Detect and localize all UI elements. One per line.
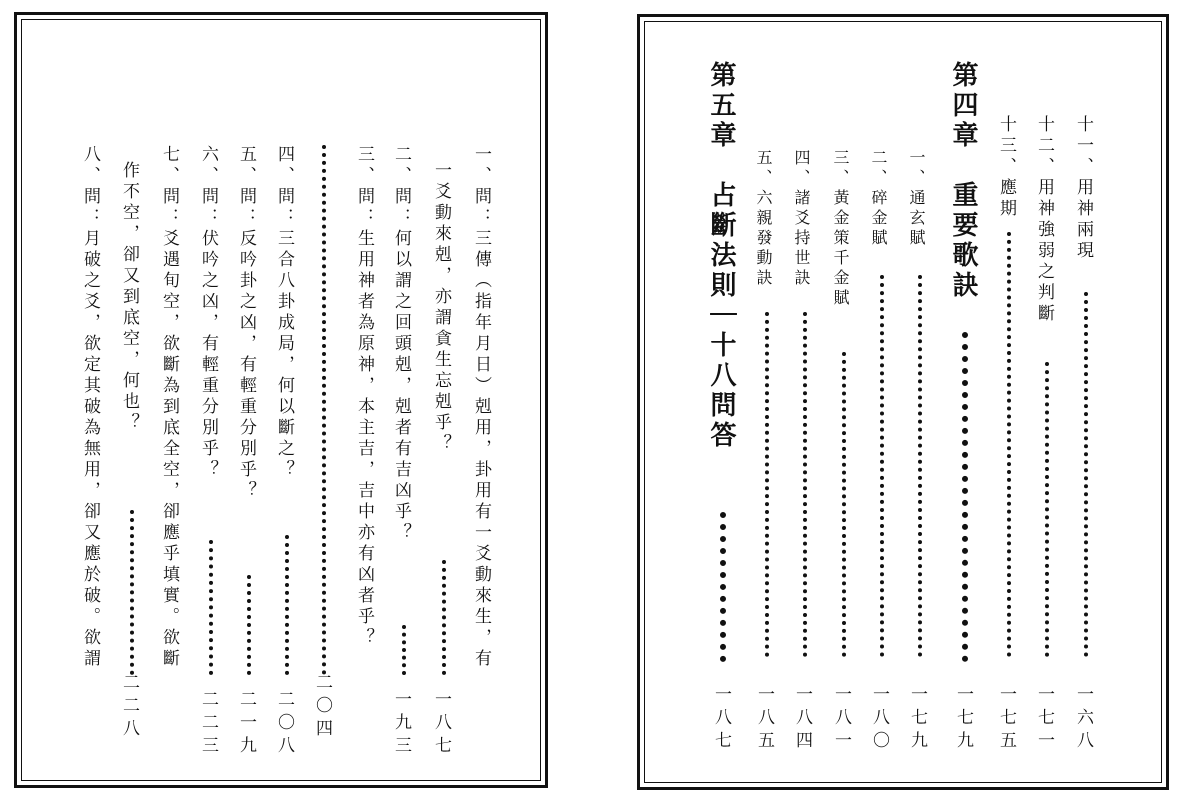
toc-page-item-4-5: 一八五 — [754, 685, 774, 754]
toc-item-12[interactable]: 十二、用神強弱之判斷 — [1034, 115, 1054, 325]
toc-page-item-4-1: 一七九 — [907, 685, 927, 754]
toc-leader-5 — [247, 575, 251, 675]
toc-entry-2[interactable]: 二、問：何以謂之回頭剋，剋者有吉凶乎？ — [391, 145, 411, 544]
toc-page-item-12: 一七一 — [1034, 685, 1054, 754]
toc-leader-item-13 — [1007, 232, 1011, 657]
toc-page-4: 二〇八 — [274, 690, 294, 759]
toc-leader-item-4-1 — [918, 275, 922, 657]
toc-leader-3 — [322, 145, 326, 675]
toc-leader-7 — [130, 510, 134, 675]
toc-page-chapter-5: 一八七 — [711, 685, 731, 754]
toc-item-4-4[interactable]: 四、諸爻持世訣 — [792, 149, 811, 289]
toc-entry-3[interactable]: 三、問：生用神者為原神，本主吉，吉中亦有凶者乎？ — [354, 145, 374, 649]
toc-entry-1-line-1[interactable]: 一、問：三傳（指年月日）剋用，卦用有一爻動來生，有 — [471, 145, 491, 670]
toc-entry-6[interactable]: 六、問：伏吟之凶，有輕重分別乎？ — [198, 145, 218, 481]
toc-leader-chapter-4 — [962, 332, 968, 662]
toc-entry-4[interactable]: 四、問：三合八卦成局，何以斷之？ — [274, 145, 294, 481]
toc-leader-1 — [442, 560, 446, 675]
chapter-5-heading[interactable]: 第五章 占斷法則｜十八問答 — [706, 61, 736, 451]
toc-page-item-11: 一六八 — [1073, 685, 1093, 754]
toc-item-4-3[interactable]: 三、黃金策千金賦 — [831, 149, 850, 309]
toc-leader-item-4-5 — [765, 312, 769, 657]
toc-page-7: 二二八 — [119, 673, 139, 742]
toc-leader-chapter-5 — [720, 512, 726, 662]
toc-leader-item-11 — [1084, 292, 1088, 657]
right-page — [637, 14, 1169, 790]
toc-page-item-4-2: 一八〇 — [869, 685, 889, 754]
toc-page-6: 二二三 — [198, 690, 218, 759]
toc-page-2: 一九三 — [391, 690, 411, 759]
toc-item-4-5[interactable]: 五、六親發動訣 — [754, 149, 773, 289]
toc-page-5: 二一九 — [236, 690, 256, 759]
toc-entry-1-line-2[interactable]: 一爻動來剋，亦謂貪生忘剋乎？ — [431, 161, 451, 455]
toc-leader-item-12 — [1045, 362, 1049, 657]
toc-page-1: 一八七 — [431, 690, 451, 759]
toc-leader-6 — [209, 540, 213, 675]
left-page — [14, 12, 548, 788]
toc-leader-item-4-2 — [880, 275, 884, 657]
toc-leader-4 — [285, 535, 289, 675]
toc-item-4-1[interactable]: 一、通玄賦 — [907, 149, 926, 249]
toc-entry-7-line-2[interactable]: 作不空，卻又到底空，何也？ — [119, 161, 139, 434]
toc-page-3: 二〇四 — [312, 673, 332, 742]
toc-page-item-4-4: 一八四 — [792, 685, 812, 754]
toc-page-chapter-4: 一七九 — [953, 685, 973, 754]
toc-item-4-2[interactable]: 二、碎金賦 — [869, 149, 888, 249]
chapter-4-heading[interactable]: 第四章 重要歌訣 — [948, 61, 978, 301]
toc-entry-7-line-1[interactable]: 七、問：爻遇旬空，欲斷為到底全空，卻應乎填實。欲斷 — [159, 145, 179, 670]
toc-leader-item-4-3 — [842, 352, 846, 657]
toc-page-item-13: 一七五 — [996, 685, 1016, 754]
toc-leader-2 — [402, 625, 406, 675]
toc-item-13[interactable]: 十三、應期 — [996, 115, 1016, 220]
toc-leader-item-4-4 — [803, 312, 807, 657]
toc-entry-8-line-1[interactable]: 八、問：月破之爻，欲定其破為無用，卻又應於破。欲謂 — [80, 145, 100, 670]
toc-entry-5[interactable]: 五、問：反吟卦之凶，有輕重分別乎？ — [236, 145, 256, 502]
toc-item-11[interactable]: 十一、用神兩現 — [1073, 115, 1093, 262]
toc-page-item-4-3: 一八一 — [831, 685, 851, 754]
